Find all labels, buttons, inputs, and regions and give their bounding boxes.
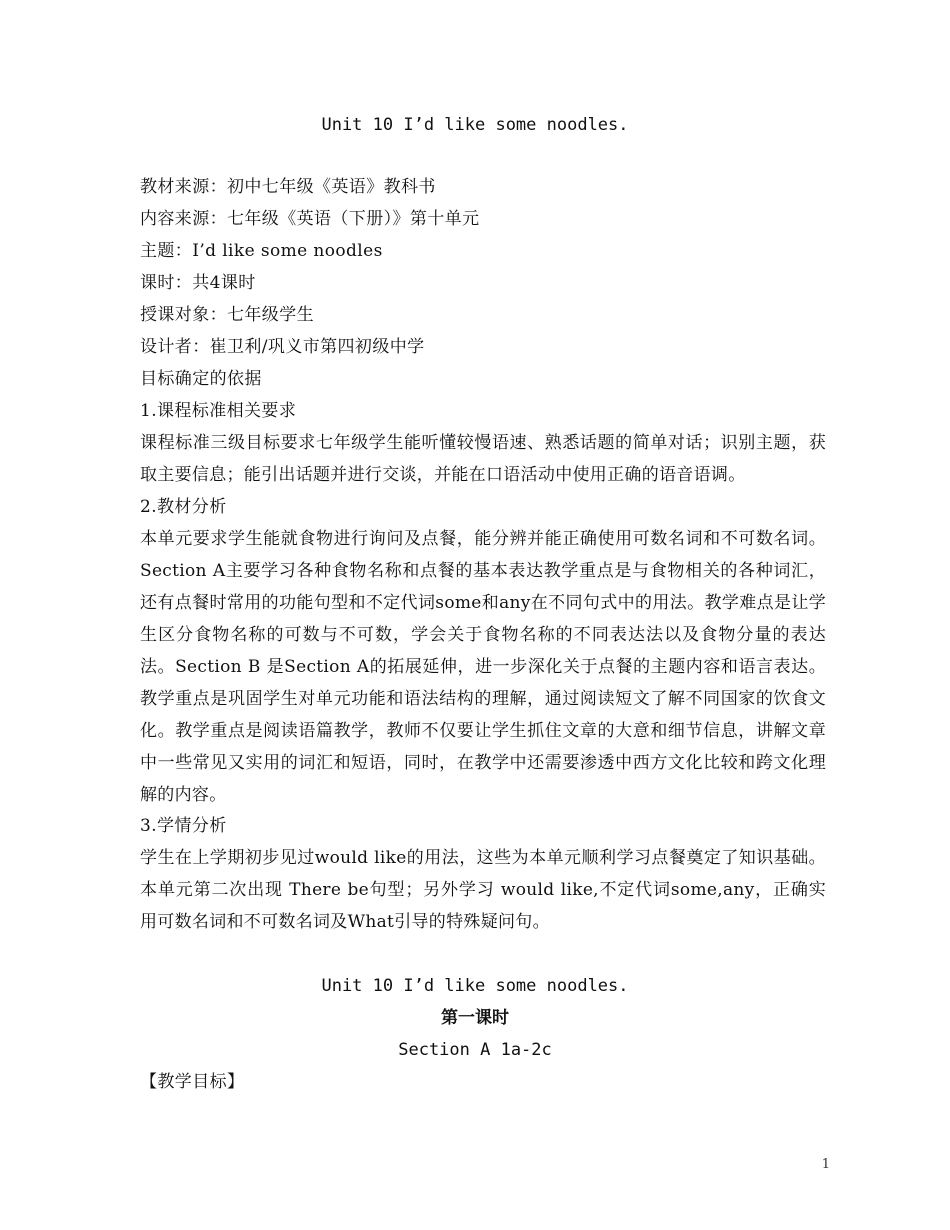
lesson-title: Unit 10 I’d like some noodles. <box>321 976 629 996</box>
section-heading-curriculum: 1.课程标准相关要求 <box>140 401 297 421</box>
info-audience: 授课对象：七年级学生 <box>140 305 314 325</box>
page-number: 1 <box>821 1157 830 1172</box>
section-heading-learners: 3.学情分析 <box>140 816 227 836</box>
info-class-hours: 课时：共4课时 <box>140 273 256 293</box>
lesson-period: 第一课时 <box>441 1008 509 1028</box>
info-designer: 设计者：崔卫利/巩义市第四初级中学 <box>140 337 425 357</box>
document-title: Unit 10 I’d like some noodles. <box>321 115 629 135</box>
lesson-section: Section A 1a-2c <box>398 1040 552 1060</box>
info-topic: 主题：I’d like some noodles <box>140 241 383 261</box>
section-body-learners: 学生在上学期初步见过would like的用法，这些为本单元顺利学习点餐奠定了知识基础。本单元第二次出现 There be句型；另外学习 would like,不定代词some,any，正确实用可数名词和不可数名词及What引导的特殊疑问句。 <box>140 848 826 932</box>
section-body-curriculum: 课程标准三级目标要求七年级学生能听懂较慢语速、熟悉话题的简单对话；识别主题，获取主要信息；能引出话题并进行交谈，并能在口语活动中使用正确的语音语调。 <box>140 433 826 485</box>
info-source-material: 教材来源：初中七年级《英语》教科书 <box>140 177 436 197</box>
basis-heading: 目标确定的依据 <box>140 369 262 389</box>
info-content-source: 内容来源：七年级《英语（下册）》第十单元 <box>140 209 480 229</box>
objectives-heading: 【教学目标】 <box>140 1072 245 1092</box>
section-body-textbook: 本单元要求学生能就食物进行询问及点餐，能分辨并能正确使用可数名词和不可数名词。Section A主要学习各种食物名称和点餐的基本表达教学重点是与食物相关的各种词汇，还有点餐时常用的功能句型和不定代词some和any在不同句式中的用法。教学难点是让学生区分食物名称的可数与不可数，学会关于食物名称的不同表达法以及食物分量的表达法。Section B 是Section A的拓展延伸，进一步深化关于点餐的主题内容和语言表达。教学重点是巩固学生对单元功能和语法结构的理解，通过阅读短文了解不同国家的饮食文化。教学重点是阅读语篇教学，教师不仅要让学生抓住文章的大意和细节信息，讲解文章中一些常见又实用的词汇和短语，同时，在教学中还需要渗透中西方文化比较和跨文化理解的内容。 <box>140 529 826 805</box>
section-heading-textbook: 2.教材分析 <box>140 497 227 517</box>
